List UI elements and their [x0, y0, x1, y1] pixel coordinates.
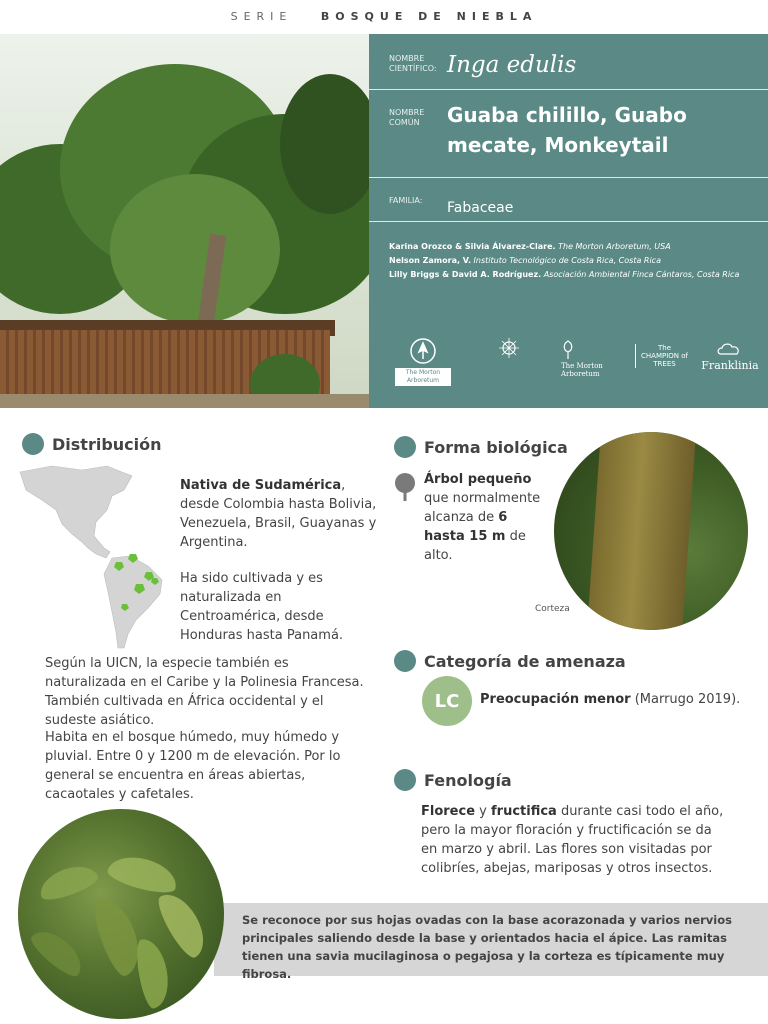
partner-logos: [391, 334, 759, 384]
series-prefix: SERIE: [230, 10, 293, 23]
section-bullet-icon: [394, 650, 416, 672]
common-name-label: NOMBRE COMÚN: [389, 108, 425, 127]
section-bullet-icon: [22, 433, 44, 455]
bark-photo: [554, 432, 748, 630]
description-text: Se reconoce por sus hojas ovadas con la base acorazonada y varios nervios principales saliendo desde la base y orientados hacia el ápice. Las ramitas tienen una savia mucilaginosa o pegajosa y la corteza es típicamente muy fibrosa.: [242, 913, 732, 981]
scientific-name-row: [369, 34, 768, 90]
distribucion-habitat-text: Habita en el bosque húmedo, muy húmedo y pluvial. Entre 0 y 1200 m de elevación. Por lo general se encuentra en áreas abiertas, cacaotales y cafetales.: [45, 730, 341, 802]
family-row: [369, 178, 768, 222]
lc-status-badge: LC: [422, 676, 472, 726]
series-header: [0, 10, 768, 23]
amenaza-text: Preocupación menor (Marrugo 2019).: [480, 692, 741, 707]
franklinia-logo: Franklinia: [701, 340, 759, 370]
small-tree-icon: [393, 472, 417, 502]
forma-text: Árbol pequeño que normalmente alcanza de 6 hasta 15 m de alto.: [424, 472, 541, 563]
family-label: FAMILIA:: [389, 196, 423, 205]
section-bullet-icon: [394, 769, 416, 791]
author-line: Lilly Briggs & David A. Rodríguez. Asociación Ambiental Finca Cántaros, Costa Rica: [389, 270, 740, 279]
bark-caption: Corteza: [535, 604, 570, 614]
forma-title: Forma biológica: [424, 437, 568, 457]
distribucion-native-text: Nativa de Sudamérica, desde Colombia hasta Bolivia, Venezuela, Brasil, Guayanas y Argentina.: [180, 478, 377, 550]
flower-emblem-icon: [493, 334, 525, 366]
scientific-name-label: NOMBRE CIENTÍFICO:: [389, 54, 437, 73]
finca-cantaros-logo: [487, 334, 531, 368]
amenaza-title: Categoría de amenaza: [424, 651, 626, 671]
series-name: BOSQUE DE NIEBLA: [320, 10, 538, 23]
leaves-photo: [18, 809, 224, 1019]
author-line: Karina Orozco & Silvia Álvarez-Clare. The Morton Arboretum, USA: [389, 242, 671, 251]
fenologia-header: [394, 769, 512, 791]
common-name: Guaba chilillo, Guabo mecate, Monkeytail: [447, 103, 687, 157]
fenologia-title: Fenología: [424, 770, 512, 790]
amenaza-header: [394, 650, 626, 672]
distribucion-title: Distribución: [52, 434, 162, 454]
morton-arboretum-logo: The Morton Arboretum: [561, 340, 621, 378]
scientific-name: Inga edulis: [447, 52, 577, 78]
gtc-emblem-icon: [410, 338, 436, 364]
author-line: Nelson Zamora, V. Instituto Tecnológico de Costa Rica, Costa Rica: [389, 256, 661, 265]
distribucion-uicn-text: Según la UICN, la especie también es naturalizada en el Caribe y la Polinesia Francesa. También cultivada en África occidental y el sudeste asiático.: [45, 656, 364, 728]
americas-map: [12, 462, 172, 652]
distribucion-header: [22, 433, 162, 455]
distribucion-naturalized-text: Ha sido cultivada y es naturalizada en Centroamérica, desde Honduras hasta Panamá.: [180, 571, 344, 643]
fenologia-text: Florece y fructifica durante casi todo el año, pero la mayor floración y fructificación se da en marzo y abril. Las flores son visitadas por colibríes, abejas, mariposas y otros insectos.: [421, 804, 724, 876]
champion-of-trees-logo: The CHAMPION of TREES: [635, 344, 689, 368]
hero-tree-photo: [0, 34, 369, 408]
section-bullet-icon: [394, 436, 416, 458]
family-name: Fabaceae: [447, 200, 514, 216]
tree-emblem-icon: [561, 340, 575, 360]
species-info-panel: [369, 34, 768, 408]
forma-header: [394, 436, 568, 458]
common-name-row: [369, 90, 768, 178]
authors-list: [389, 240, 739, 282]
gtc-logo: The Morton Arboretum: [395, 338, 451, 386]
cloud-tree-icon: [715, 340, 745, 360]
